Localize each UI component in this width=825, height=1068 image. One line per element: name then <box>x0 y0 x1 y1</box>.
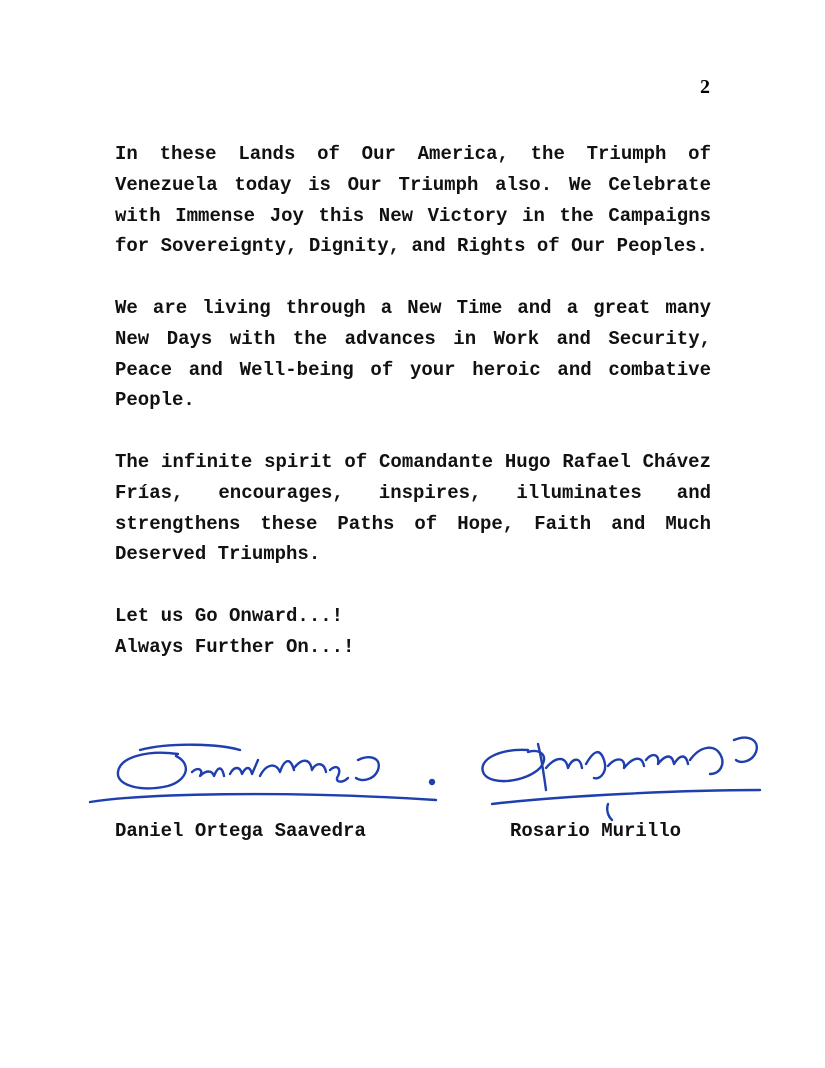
closing-block <box>115 601 711 663</box>
page-number: 2 <box>700 76 710 98</box>
handwritten-signatures <box>80 720 780 830</box>
signature-daniel-ortega <box>90 745 436 802</box>
signatory-name-right: Rosario Murillo <box>510 820 682 842</box>
signature-rosario-murillo <box>482 738 760 820</box>
paragraph-2: We are living through a New Time and a great many New Days with the advances in Work and Security, Peace and Well-being of your heroic and combative People. <box>115 296 711 412</box>
closing-line-1: Let us Go Onward...! <box>115 604 344 627</box>
paragraph-1: In these Lands of Our America, the Triumph of Venezuela today is Our Triumph also. We Celebrate with Immense Joy this New Victory in the Campaigns for Sovereignty, Dignity, and Rights of Our Peoples. <box>115 143 711 258</box>
paragraph-3: The infinite spirit of Comandante Hugo Rafael Chávez Frías, encourages, inspires, illuminates and strengthens these Paths of Hope, Faith and Much Deserved Triumphs. <box>115 450 711 566</box>
signature-block <box>80 720 780 850</box>
signatory-name-left: Daniel Ortega Saavedra <box>115 820 366 842</box>
letter-body <box>115 139 711 663</box>
closing-line-2: Always Further On...! <box>115 635 355 658</box>
